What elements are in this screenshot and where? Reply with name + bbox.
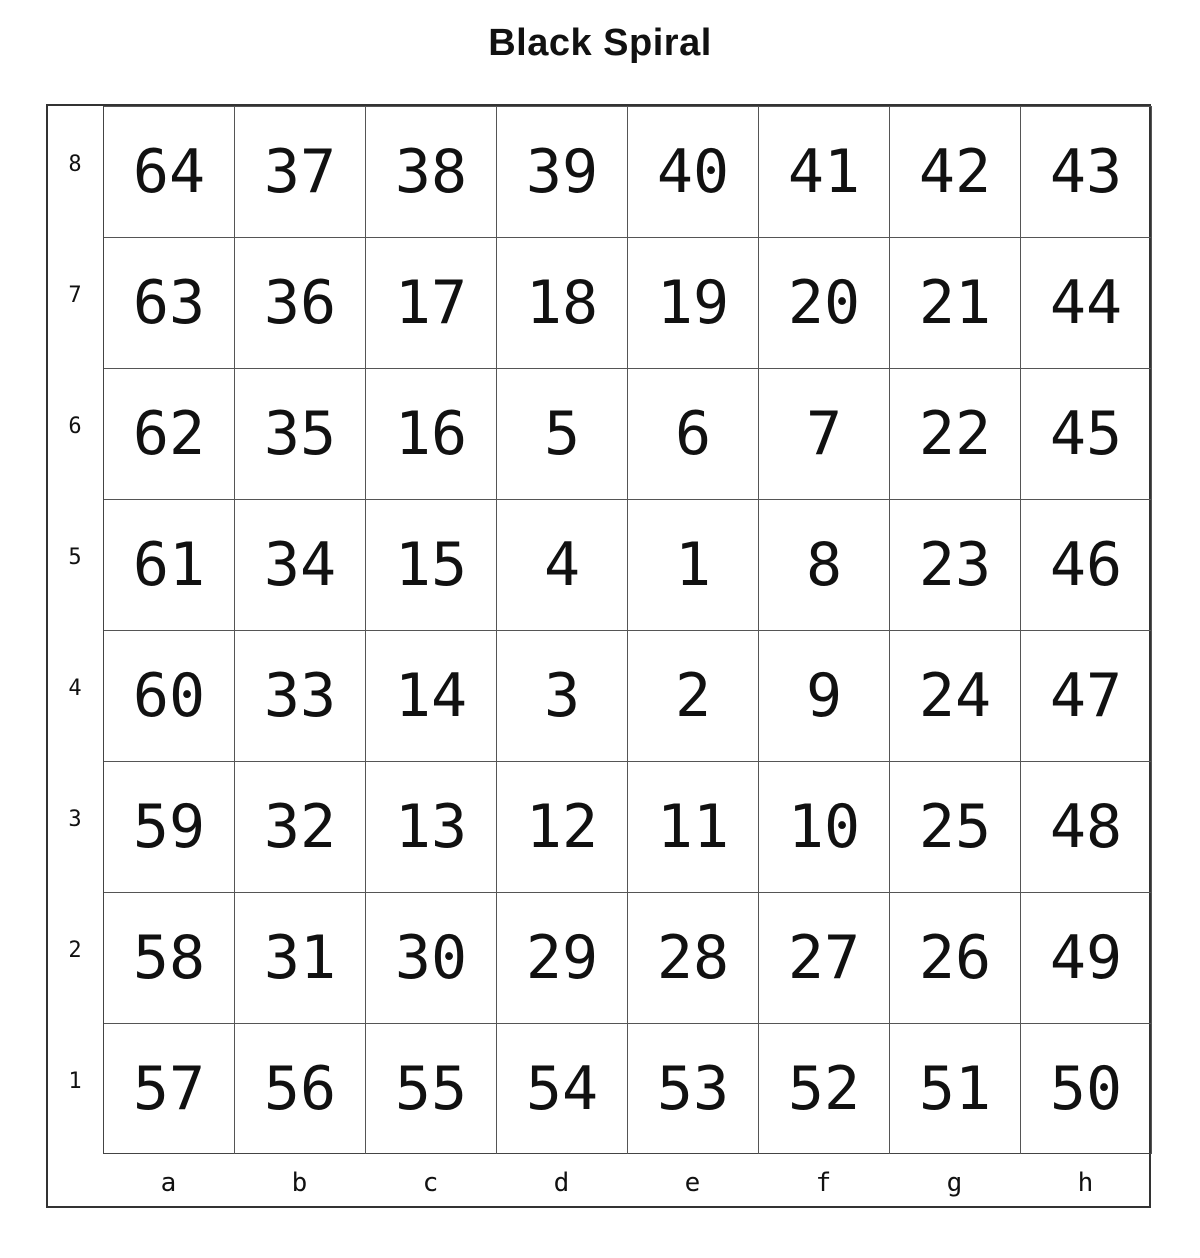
board-cell: 32 (235, 761, 366, 892)
board-cell: 49 (1021, 892, 1152, 1023)
spiral-board (103, 106, 1151, 1154)
board-cell: 12 (497, 761, 628, 892)
file-label: h (1077, 1168, 1094, 1198)
rank-label: 8 (68, 152, 82, 177)
board-cell: 18 (497, 237, 628, 368)
board-cell: 47 (1021, 630, 1152, 761)
board-cell: 4 (497, 499, 628, 630)
file-label: e (684, 1168, 701, 1198)
file-label: d (553, 1168, 570, 1198)
board-cell: 55 (366, 1023, 497, 1154)
board-cell: 34 (235, 499, 366, 630)
board-cell: 14 (366, 630, 497, 761)
board-cell: 56 (235, 1023, 366, 1154)
board-cell: 13 (366, 761, 497, 892)
board-cell: 22 (890, 368, 1021, 499)
board-cell: 53 (628, 1023, 759, 1154)
board-cell: 43 (1021, 106, 1152, 237)
board-cell: 61 (104, 499, 235, 630)
board-cell: 11 (628, 761, 759, 892)
board-cell: 1 (628, 499, 759, 630)
board-cell: 36 (235, 237, 366, 368)
board-cell: 9 (759, 630, 890, 761)
board-cell: 33 (235, 630, 366, 761)
board-cell: 5 (497, 368, 628, 499)
board-cell: 37 (235, 106, 366, 237)
rank-label: 5 (68, 545, 82, 570)
board-cell: 39 (497, 106, 628, 237)
board-cell: 46 (1021, 499, 1152, 630)
board-cell: 17 (366, 237, 497, 368)
board-cell: 31 (235, 892, 366, 1023)
board-cell: 41 (759, 106, 890, 237)
board-cell: 6 (628, 368, 759, 499)
board-cell: 21 (890, 237, 1021, 368)
board-cell: 38 (366, 106, 497, 237)
board-cell: 3 (497, 630, 628, 761)
board-cell: 23 (890, 499, 1021, 630)
rank-label: 6 (68, 414, 82, 439)
board-cell: 2 (628, 630, 759, 761)
rank-label: 1 (68, 1069, 82, 1094)
board-cell: 52 (759, 1023, 890, 1154)
board-cell: 28 (628, 892, 759, 1023)
file-label: c (422, 1168, 439, 1198)
board-cell: 45 (1021, 368, 1152, 499)
board-cell: 26 (890, 892, 1021, 1023)
board-cell: 30 (366, 892, 497, 1023)
file-label: b (291, 1168, 308, 1198)
file-label: f (815, 1168, 832, 1198)
board-cell: 27 (759, 892, 890, 1023)
board-cell: 10 (759, 761, 890, 892)
board-cell: 57 (104, 1023, 235, 1154)
board-cell: 60 (104, 630, 235, 761)
rank-label: 4 (68, 676, 82, 701)
board-cell: 16 (366, 368, 497, 499)
board-cell: 48 (1021, 761, 1152, 892)
board-cell: 20 (759, 237, 890, 368)
board-cell: 50 (1021, 1023, 1152, 1154)
board-cell: 42 (890, 106, 1021, 237)
board-cell: 62 (104, 368, 235, 499)
board-cell: 35 (235, 368, 366, 499)
board-cell: 7 (759, 368, 890, 499)
board-cell: 24 (890, 630, 1021, 761)
board-cell: 8 (759, 499, 890, 630)
board-cell: 54 (497, 1023, 628, 1154)
diagram-title: Black Spiral (488, 22, 712, 64)
board-cell: 64 (104, 106, 235, 237)
board-cell: 15 (366, 499, 497, 630)
board-cell: 25 (890, 761, 1021, 892)
rank-label: 2 (68, 938, 82, 963)
board-cell: 29 (497, 892, 628, 1023)
file-label: a (160, 1168, 177, 1198)
rank-label: 3 (68, 807, 82, 832)
board-cell: 44 (1021, 237, 1152, 368)
board-cell: 19 (628, 237, 759, 368)
board-cell: 59 (104, 761, 235, 892)
board-cell: 63 (104, 237, 235, 368)
board-cell: 58 (104, 892, 235, 1023)
rank-label: 7 (68, 283, 82, 308)
file-label: g (946, 1168, 963, 1198)
board-cell: 51 (890, 1023, 1021, 1154)
board-cell: 40 (628, 106, 759, 237)
